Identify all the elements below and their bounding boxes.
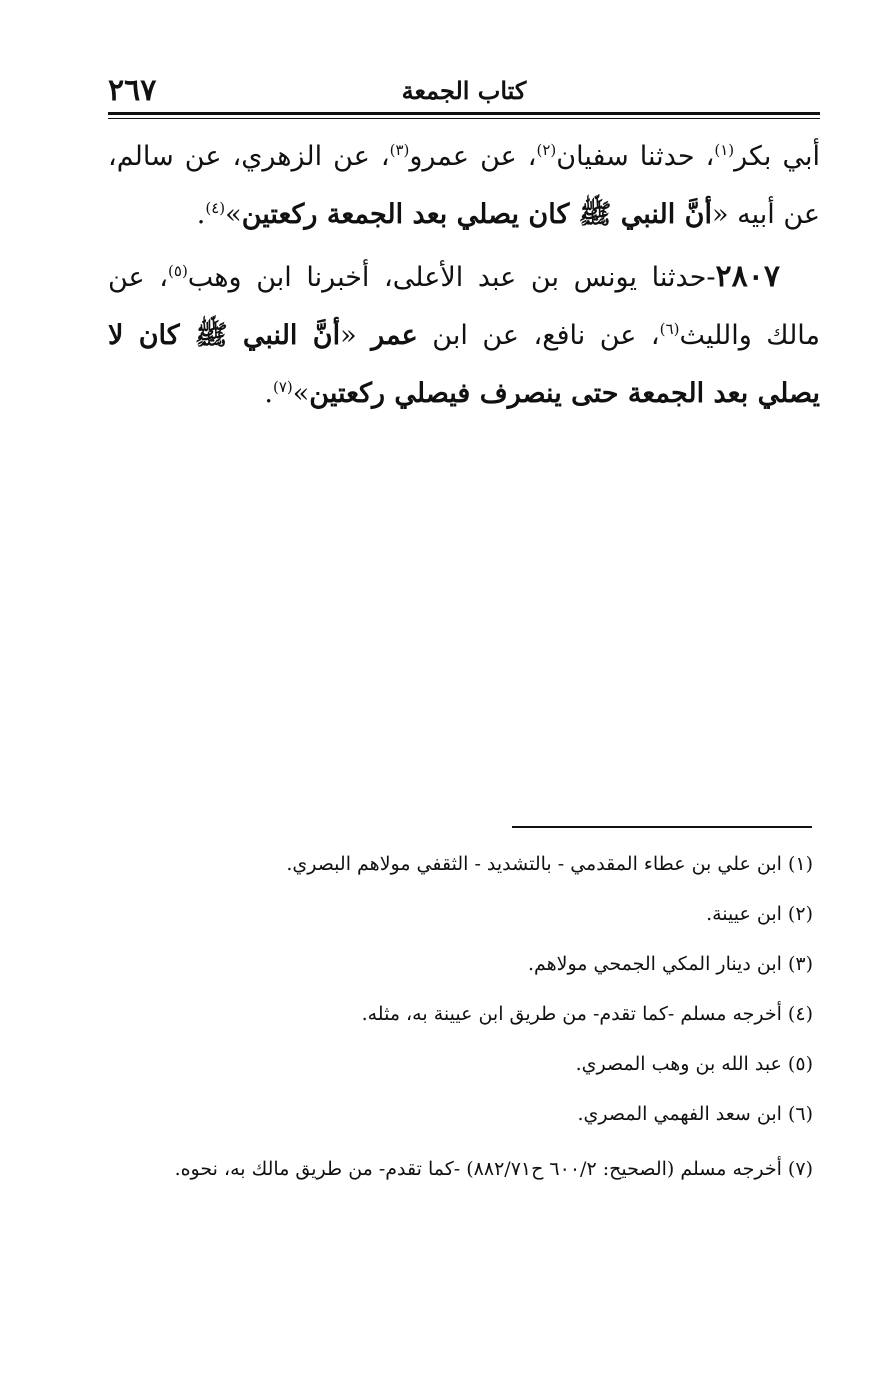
footnote-7: (٧) أخرجه مسلم (الصحيح: ٦٠٠/٢ ح٨٨٢/٧١) -كما تقدم- من طريق مالك به، نحوه. bbox=[174, 1158, 813, 1180]
footnotes bbox=[108, 848, 813, 1208]
footnote-2: (٢) ابن عيينة. bbox=[706, 903, 813, 925]
text-segment: ، حدثنا سفيان bbox=[556, 141, 715, 172]
header-rule-thin bbox=[108, 118, 820, 119]
footnote-ref-6: (٦) bbox=[659, 320, 680, 338]
hadith-number: ٢٨٠٧ bbox=[715, 259, 780, 294]
running-title: كتاب الجمعة bbox=[401, 76, 527, 105]
hadith-matn: أنَّ النبي ﷺ كان يصلي بعد الجمعة ركعتين bbox=[241, 199, 712, 230]
text-segment: أبي بكر bbox=[734, 141, 820, 172]
text-segment: ، عن مالك والليث bbox=[108, 262, 820, 351]
footnote-separator bbox=[512, 826, 812, 828]
page-number: ٢٦٧ bbox=[108, 73, 157, 108]
text-segment: ، عن نافع، عن ابن bbox=[417, 320, 660, 351]
footnote-1: (١) ابن علي بن عطاء المقدمي - بالتشديد - الثقفي مولاهم البصري. bbox=[286, 853, 813, 875]
hadith-matn: أنَّ النبي ﷺ كان لا يصلي بعد الجمعة حتى ينصرف فيصلي ركعتين bbox=[108, 320, 820, 409]
text-segment: ، عن عمرو bbox=[409, 141, 537, 172]
hadith-paragraph-continued bbox=[108, 128, 820, 244]
header-rule-thick bbox=[108, 112, 820, 115]
footnote-ref-4: (٤) bbox=[205, 199, 226, 217]
footnote-ref-7: (٧) bbox=[272, 378, 293, 396]
text-segment: « bbox=[340, 320, 372, 351]
footnote-ref-2: (٢) bbox=[536, 141, 557, 159]
text-segment: . bbox=[264, 378, 273, 409]
footnote-4: (٤) أخرجه مسلم -كما تقدم- من طريق ابن عيينة به، مثله. bbox=[361, 1003, 813, 1025]
main-text bbox=[108, 128, 820, 423]
footnote-6: (٦) ابن سعد الفهمي المصري. bbox=[577, 1103, 813, 1125]
footnote-ref-1: (١) bbox=[714, 141, 735, 159]
footnote-3: (٣) ابن دينار المكي الجمحي مولاهم. bbox=[527, 953, 813, 975]
narrator-name: عمر bbox=[371, 320, 418, 351]
text-segment: ، عن الزهري، عن سالم، عن أبيه « bbox=[108, 141, 820, 230]
text-segment: -حدثنا يونس بن عبد الأعلى، أخبرنا ابن وهب bbox=[187, 262, 716, 293]
footnote-ref-5: (٥) bbox=[168, 262, 188, 280]
page-header bbox=[108, 74, 820, 110]
footnote-ref-3: (٣) bbox=[389, 141, 410, 159]
text-segment: » bbox=[292, 378, 310, 409]
text-segment: . bbox=[196, 199, 206, 230]
footnote-5: (٥) عبد الله بن وهب المصري. bbox=[575, 1053, 813, 1075]
hadith-paragraph-2807 bbox=[108, 248, 820, 423]
text-segment: » bbox=[225, 199, 242, 230]
